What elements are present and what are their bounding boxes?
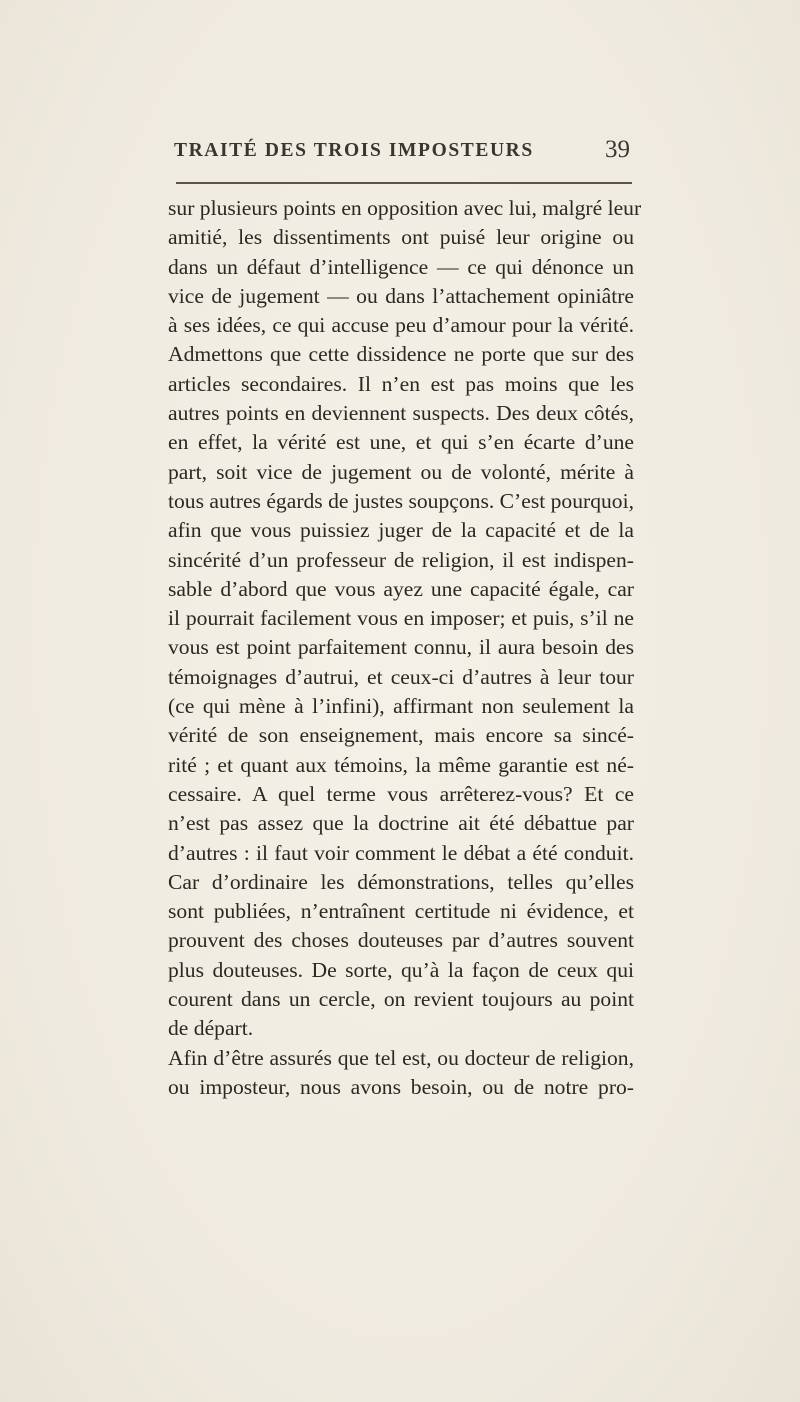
text-line: vice de jugement — ou dans l’attachement opiniâtre: [168, 283, 634, 308]
text-line: articles secondaires. Il n’en est pas moins que les: [168, 371, 634, 396]
text-line: à ses idées, ce qui accuse peu d’amour pour la vérité.: [168, 313, 634, 338]
text-line: d’autres : il faut voir comment le débat a été conduit.: [168, 840, 634, 865]
text-line: (ce qui mène à l’infini), affirmant non seulement la: [168, 694, 634, 719]
text-line: il pourrait facilement vous en imposer; et puis, s’il ne: [168, 606, 634, 631]
text-line: témoignages d’autrui, et ceux-ci d’autres à leur tour: [168, 664, 634, 689]
running-title: TRAITÉ DES TROIS IMPOSTEURS: [174, 140, 534, 161]
text-line: sable d’abord que vous ayez une capacité égale, car: [168, 576, 634, 601]
text-line: en effet, la vérité est une, et qui s’en écarte d’une: [168, 430, 634, 455]
text-line: dans un défaut d’intelligence — ce qui dénonce un: [168, 254, 634, 279]
text-line: rité ; et quant aux témoins, la même garantie est né-: [168, 752, 634, 777]
text-line: prouvent des choses douteuses par d’autres souvent: [168, 928, 634, 953]
body-text: [168, 194, 642, 1102]
text-line: cessaire. A quel terme vous arrêterez-vous? Et ce: [168, 781, 634, 806]
header-rule: [176, 182, 632, 184]
text-line: part, soit vice de jugement ou de volonté, mérite à: [168, 459, 634, 484]
paragraph-start-line: Afin d’être assurés que tel est, ou docteur de religion,: [168, 1045, 634, 1070]
text-line: autres points en deviennent suspects. Des deux côtés,: [168, 401, 634, 426]
text-line: Admettons que cette dissidence ne porte que sur des: [168, 342, 634, 367]
text-line: sont publiées, n’entraînent certitude ni évidence, et: [168, 899, 634, 924]
text-line: afin que vous puissiez juger de la capacité et de la: [168, 518, 634, 543]
text-line: amitié, les dissentiments ont puisé leur origine ou: [168, 225, 634, 250]
text-line: sincérité d’un professeur de religion, il est indispen-: [168, 547, 634, 572]
text-line: Car d’ordinaire les démonstrations, telles qu’elles: [168, 869, 634, 894]
text-line: n’est pas assez que la doctrine ait été débattue par: [168, 811, 634, 836]
text-line: sur plusieurs points en opposition avec lui, malgré leur: [168, 196, 642, 220]
page-number: 39: [605, 136, 630, 163]
text-line: vérité de son enseignement, mais encore sa sincé-: [168, 723, 634, 748]
paragraph-end-line: de départ.: [168, 1016, 254, 1041]
text-line: tous autres égards de justes soupçons. C’est pourquoi,: [168, 488, 634, 513]
running-head: [166, 136, 630, 170]
text-line: courent dans un cercle, on revient toujours au point: [168, 987, 634, 1012]
text-line: plus douteuses. De sorte, qu’à la façon de ceux qui: [168, 957, 634, 982]
text-line: vous est point parfaitement connu, il aura besoin des: [168, 635, 634, 660]
text-line: ou imposteur, nous avons besoin, ou de notre pro-: [168, 1074, 634, 1099]
